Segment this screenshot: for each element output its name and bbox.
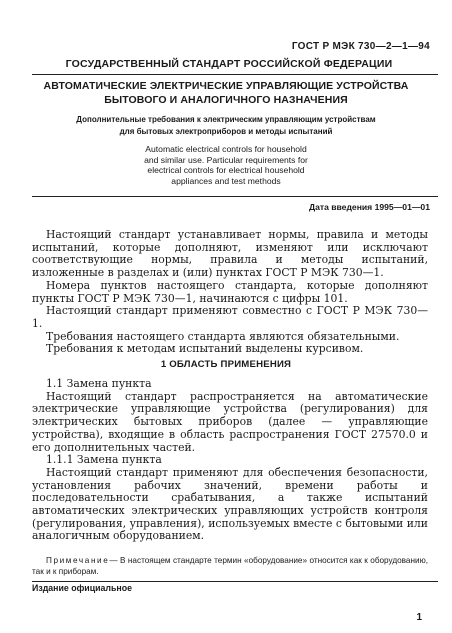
official-edition-label: Издание официальное bbox=[32, 583, 132, 593]
intro-paragraph: Настоящий стандарт применяют совместно с ГОСТ Р МЭК 730—1. bbox=[32, 304, 428, 330]
subtitle-line-1: Дополнительные требования к электрическим управляющим устройствам bbox=[76, 115, 376, 124]
standard-code: ГОСТ Р МЭК 730—2—1—94 bbox=[291, 41, 430, 52]
intro-text bbox=[32, 229, 428, 356]
effective-date: Дата введения 1995—01—01 bbox=[308, 202, 430, 212]
section-heading: 1 ОБЛАСТЬ ПРИМЕНЕНИЯ bbox=[160, 359, 292, 370]
header-rule bbox=[32, 74, 438, 75]
clause-label: 1.1.1 Замена пункта bbox=[46, 453, 162, 467]
title-line-1: АВТОМАТИЧЕСКИЕ ЭЛЕКТРИЧЕСКИЕ УПРАВЛЯЮЩИЕ УСТРОЙСТВА bbox=[43, 80, 409, 92]
intro-paragraph: Требования к методам испытаний выделены курсивом. bbox=[46, 342, 364, 356]
intro-paragraph: Требования настоящего стандарта являются обязательными. bbox=[46, 329, 400, 343]
note bbox=[32, 555, 428, 577]
subtitle-line-2: для бытовых электроприборов и методы испытаний bbox=[119, 127, 333, 136]
english-title-line-1: Automatic electrical controls for household bbox=[145, 144, 307, 154]
clause-text: Настоящий стандарт распространяется на автоматические электрические управляющие устройства (регулирования) для электрических бытовых приборов (далее — управляющие устройства), входящие в область распространения ГОСТ 27570.0 и его дополнительных частей. bbox=[32, 389, 428, 454]
english-title-line-2: and similar use. Particular requirements for bbox=[144, 154, 308, 165]
page-number: 1 bbox=[416, 612, 422, 623]
document-title bbox=[30, 79, 422, 107]
clause-text: Настоящий стандарт применяют для обеспечения безопасности, установления рабочих значений, времени работы и последовательности срабатывания, а также испытаний автоматических электрических управляющих устройств контроля (регулирования, управления), используемых вместе с бытовыми или аналогичным оборудованием. bbox=[32, 465, 428, 543]
clause-label: 1.1 Замена пункта bbox=[46, 377, 152, 390]
note-text: — В настоящем стандарте термин «оборудование» относится как к оборудованию, так и к приборам. bbox=[32, 556, 428, 576]
english-title bbox=[96, 144, 356, 186]
note-label: Примечание bbox=[46, 556, 110, 565]
intro-paragraph: Номера пунктов настоящего стандарта, которые дополняют пункты ГОСТ Р МЭК 730—1, начинаются с цифры 101. bbox=[32, 278, 428, 305]
document-subtitle bbox=[50, 114, 402, 138]
date-rule bbox=[32, 196, 438, 197]
footer-rule bbox=[32, 581, 438, 582]
intro-paragraph: Настоящий стандарт устанавливает нормы, правила и методы испытаний, которые дополняют, изменяют или исключают соответствующие нормы, правила и методы испытаний, изложенные в разделах и (или) пунктах ГОСТ Р МЭК 730—1. bbox=[32, 228, 428, 280]
english-title-line-4: appliances and test methods bbox=[171, 175, 281, 186]
section-1-text bbox=[32, 378, 428, 543]
state-standard-heading: ГОСУДАРСТВЕННЫЙ СТАНДАРТ РОССИЙСКОЙ ФЕДЕРАЦИИ bbox=[65, 58, 393, 70]
english-title-line-3: electrical controls for electrical household bbox=[147, 165, 305, 175]
title-line-2: БЫТОВОГО И АНАЛОГИЧНОГО НАЗНАЧЕНИЯ bbox=[104, 94, 348, 106]
